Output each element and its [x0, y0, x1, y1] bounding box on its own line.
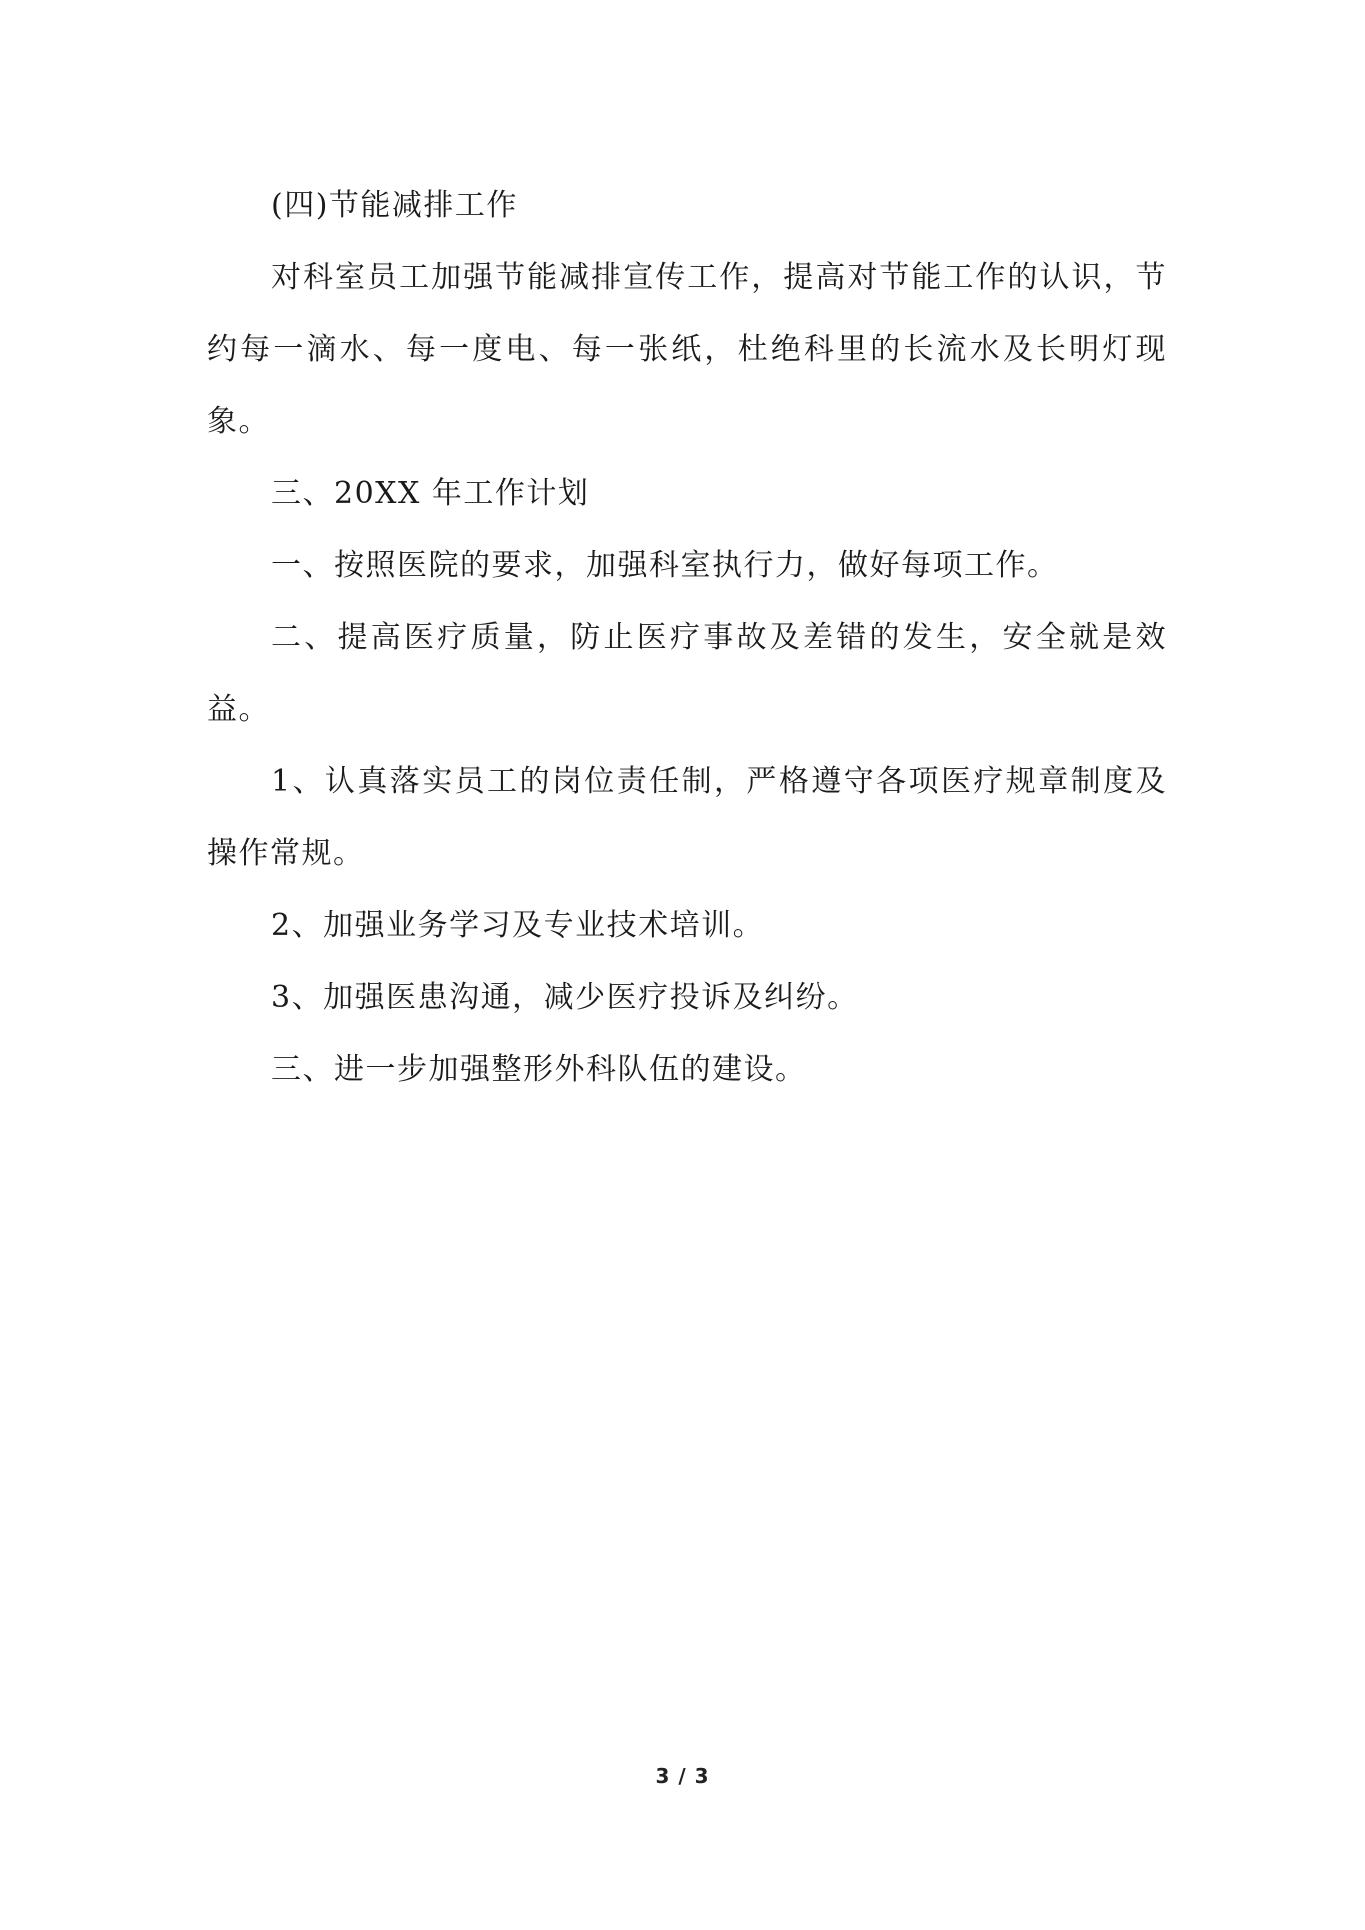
- section-heading-work-plan: 三、20XX 年工作计划: [271, 476, 590, 511]
- document-body: [207, 170, 1167, 1106]
- plan-subitem-3: 3、加强医患沟通，减少医疗投诉及纠纷。: [271, 980, 859, 1015]
- plan-item-1: 一、按照医院的要求，加强科室执行力，做好每项工作。: [271, 548, 1059, 583]
- paragraph-energy-saving: 对科室员工加强节能减排宣传工作，提高对节能工作的认识，节约每一滴水、每一度电、每一张纸，杜绝科里的长流水及长明灯现象。: [207, 260, 1167, 439]
- page-number: 3 / 3: [655, 1764, 710, 1788]
- section-heading-energy-saving: (四)节能减排工作: [271, 188, 518, 223]
- plan-subitem-1: 1、认真落实员工的岗位责任制，严格遵守各项医疗规章制度及操作常规。: [207, 764, 1167, 871]
- plan-item-3: 三、进一步加强整形外科队伍的建设。: [271, 1052, 807, 1087]
- plan-item-2: 二、提高医疗质量，防止医疗事故及差错的发生，安全就是效益。: [207, 620, 1167, 727]
- plan-subitem-2: 2、加强业务学习及专业技术培训。: [271, 908, 765, 943]
